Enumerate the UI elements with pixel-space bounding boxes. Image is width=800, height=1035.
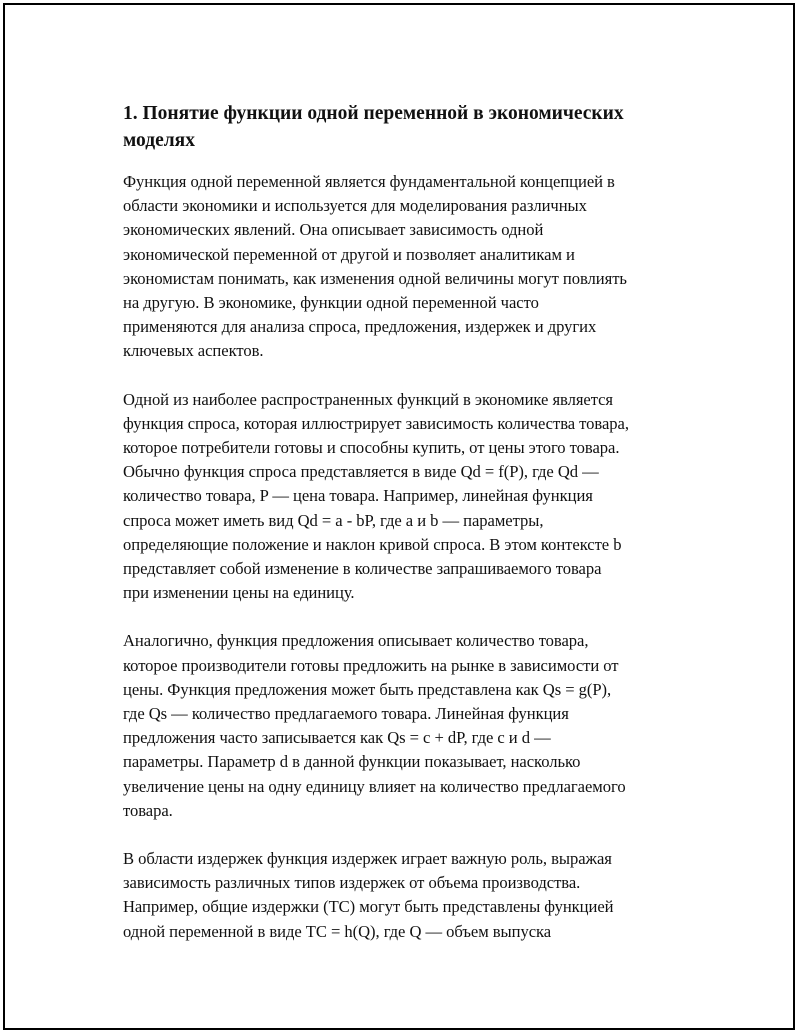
text-line: Аналогично, функция предложения описывает количество товара, [123,631,589,651]
text-line: цены. Функция предложения может быть представлена как Qs = g(P), [123,679,612,699]
heading-line: моделях [123,130,195,151]
text-line: Одной из наиболее распространенных функций в экономике является [123,389,614,409]
text-line: представляет собой изменение в количестве запрашиваемого товара [123,559,602,579]
text-line: определяющие положение и наклон кривой спроса. В этом контексте b [123,534,622,554]
text-line: предложения часто записывается как Qs = c + dP, где c и d — [123,728,551,748]
text-line: параметры. Параметр d в данной функции показывает, насколько [123,752,581,772]
text-line: экономистам понимать, как изменения одной величины могут повлиять [123,268,627,288]
paragraph-intro [123,170,695,364]
text-line: увеличение цены на одну единицу влияет на количество предлагаемого [123,776,626,796]
text-line: В области издержек функция издержек играет важную роль, выражая [123,849,612,869]
text-line: спроса может иметь вид Qd = a - bP, где a и b — параметры, [123,510,544,530]
text-line: где Qs — количество предлагаемого товара. Линейная функция [123,704,569,724]
text-line: функция спроса, которая иллюстрирует зависимость количества товара, [123,413,629,433]
document-body [123,100,695,968]
text-line: на другую. В экономике, функции одной переменной часто [123,293,539,313]
paragraph-demand [123,388,695,606]
page-frame [3,3,795,1030]
text-line: экономической переменной от другой и позволяет аналитикам и [123,244,575,264]
heading-line: 1. Понятие функции одной переменной в экономических [123,103,624,124]
text-line: которое потребители готовы и способны купить, от цены этого товара. [123,438,620,458]
section-heading [123,100,695,154]
text-line: количество товара, P — цена товара. Например, линейная функция [123,486,593,506]
text-line: при изменении цены на единицу. [123,583,355,603]
text-line: товара. [123,800,173,820]
text-line: Например, общие издержки (TC) могут быть представлены функцией [123,897,614,917]
text-line: Функция одной переменной является фундаментальной концепцией в [123,172,615,191]
paragraph-costs [123,847,695,944]
text-line: области экономики и используется для моделирования различных [123,196,587,216]
text-line: экономических явлений. Она описывает зависимость одной [123,220,544,240]
paragraph-supply [123,629,695,823]
text-line: ключевых аспектов. [123,341,264,361]
text-line: зависимость различных типов издержек от объема производства. [123,873,581,893]
text-line: Обычно функция спроса представляется в виде Qd = f(P), где Qd — [123,462,599,482]
text-line: применяются для анализа спроса, предложения, издержек и других [123,317,597,337]
text-line: которое производители готовы предложить на рынке в зависимости от [123,655,619,675]
text-line: одной переменной в виде TC = h(Q), где Q — объем выпуска [123,921,552,941]
